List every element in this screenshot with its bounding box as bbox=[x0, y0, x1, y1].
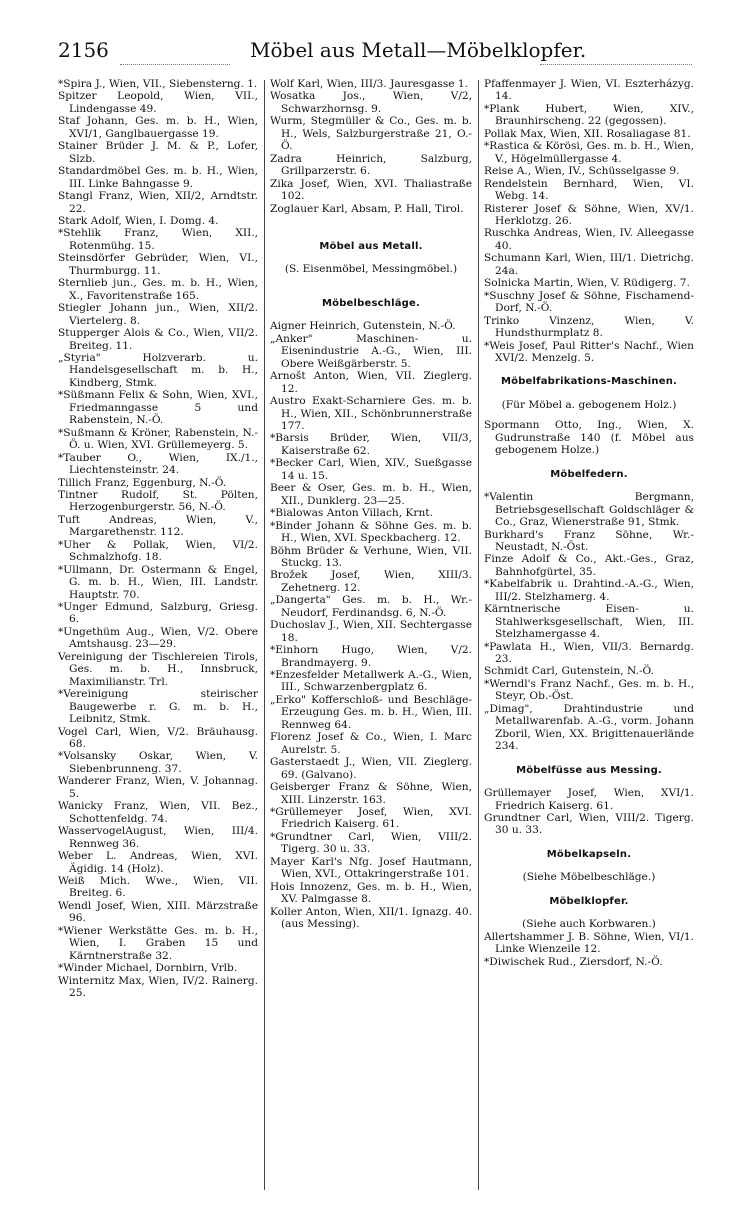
list-item: *Tauber O., Wien, IX./1., Liechtensteinstr. 24. bbox=[58, 451, 258, 477]
list-item: *Binder Johann & Söhne Ges. m. b. H., Wien, XVI. Speckbacherg. 12. bbox=[270, 519, 472, 545]
list-item: *Grundtner Carl, Wien, VIII/2. Tigerg. 30 u. 33. bbox=[270, 830, 472, 856]
list-item: Vogel Carl, Wien, V/2. Bräuhausg. 68. bbox=[58, 725, 258, 751]
list-item: Risterer Josef & Söhne, Wien, XV/1. Herklotzg. 26. bbox=[484, 202, 694, 227]
list-item: *Süßmann Felix & Sohn, Wien, XVI., Friedmanngasse 5 und Rabenstein, N.-Ö. bbox=[58, 389, 258, 427]
list-item: Solnicka Martin, Wien, V. Rüdigerg. 7. bbox=[484, 277, 690, 290]
list-item: *Grüllemeyer Josef, Wien, XVI. Friedrich Kaiserg. 61. bbox=[270, 806, 472, 831]
list-item: Austro Exakt-Scharniere Ges. m. b. H., Wien, XII., Schönbrunnerstraße 177. bbox=[270, 395, 472, 432]
page-number: 2156 bbox=[58, 38, 109, 62]
list-item: Zoglauer Karl, Absam, P. Hall, Tirol. bbox=[270, 202, 464, 215]
list-item: Schumann Karl, Wien, III/1. Dietrichg. 24a. bbox=[484, 252, 694, 277]
column-3 bbox=[484, 78, 694, 968]
section-heading-kapseln: Möbelkapseln. bbox=[546, 848, 632, 860]
section-note: (Für Möbel a. gebogenem Holz.) bbox=[501, 398, 677, 411]
list-item: Allertshammer J. B. Söhne, Wien, VI/1. Linke Wienzeile 12. bbox=[484, 930, 694, 956]
list-item: Hois Innozenz, Ges. m. b. H., Wien, XV. Palmgasse 8. bbox=[270, 880, 472, 906]
list-item: Zadra Heinrich, Salzburg, Grillparzerstr. 6. bbox=[270, 152, 472, 178]
list-item: Aigner Heinrich, Gutenstein, N.-Ö. bbox=[270, 320, 456, 333]
list-item: Tillich Franz, Eggenburg, N.-Ö. bbox=[58, 476, 227, 489]
column-2 bbox=[270, 78, 472, 931]
list-item: Wendl Josef, Wien, XIII. Märzstraße 96. bbox=[58, 899, 258, 925]
list-item: Grundtner Carl, Wien, VIII/2. Tigerg. 30 u. 33. bbox=[484, 812, 694, 837]
list-item: *Ungethüm Aug., Wien, V/2. Obere Amtshausg. 23—29. bbox=[58, 625, 258, 651]
section-heading-metall: Möbel aus Metall. bbox=[319, 240, 423, 252]
list-item: Wosatka Jos., Wien, V/2, Schwarzhornsg. 9. bbox=[270, 90, 472, 115]
section-note: (Siehe auch Korbwaren.) bbox=[522, 918, 656, 931]
column-divider-2 bbox=[478, 80, 479, 1190]
list-item: *Wiener Werkstätte Ges. m. b. H., Wien, I. Graben 15 und Kärntnerstraße 32. bbox=[58, 924, 258, 962]
list-item: Schmidt Carl, Gutenstein, N.-Ö. bbox=[484, 665, 654, 678]
list-item: Spormann Otto, Ing., Wien, X. Gudrunstraße 140 (f. Möbel aus gebogenem Holze.) bbox=[484, 419, 694, 457]
list-item: „Styria" Holzverarb. u. Handelsgesellschaft m. b. H., Kindberg, Stmk. bbox=[58, 351, 258, 389]
section-note: (S. Eisenmöbel, Messingmöbel.) bbox=[284, 263, 458, 276]
list-item: Wurm, Stegmüller & Co., Ges. m. b. H., Wels, Salzburgerstraße 21, O.-Ö. bbox=[270, 115, 472, 153]
list-item: *Werndl's Franz Nachf., Ges. m. b. H., Steyr, Ob.-Öst. bbox=[484, 677, 694, 703]
list-item: Böhm Brüder & Verhune, Wien, VII. Stuckg. 13. bbox=[270, 544, 472, 569]
list-item: *Sußmann & Kröner, Rabenstein, N.-Ö. u. Wien, XVI. Grüllemeyerg. 5. bbox=[58, 426, 258, 452]
list-item: Vereinigung der Tischlereien Tirols, Ges. m. b. H., Innsbruck, Maximilianstr. Trl. bbox=[58, 650, 258, 688]
list-item: *Kabelfabrik u. Drahtind.-A.-G., Wien, III/2. Stelzhamerg. 4. bbox=[484, 578, 694, 603]
list-item: Pfaffenmayer J. Wien, VI. Eszterházyg. 14. bbox=[484, 78, 694, 103]
list-item: Stiegler Johann jun., Wien, XII/2. Viertelerg. 8. bbox=[58, 302, 258, 327]
list-item: Tintner Rudolf, St. Pölten, Herzogenburgerstr. 56, N.-Ö. bbox=[58, 488, 258, 514]
list-item: *Spira J., Wien, VII., Siebensterng. 1. bbox=[58, 78, 258, 90]
list-item: Wanderer Franz, Wien, V. Johannag. 5. bbox=[58, 775, 258, 800]
list-item: *Winder Michael, Dornbirn, Vrlb. bbox=[58, 962, 238, 975]
list-item: Beer & Oser, Ges. m. b. H., Wien, XII., Dunklerg. 23—25. bbox=[270, 482, 472, 507]
list-item: Wanicky Franz, Wien, VII. Bez., Schottenfeldg. 74. bbox=[58, 800, 258, 825]
header-rule-left bbox=[120, 64, 230, 65]
list-item: Weiß Mich. Wwe., Wien, VII. Breiteg. 6. bbox=[58, 875, 258, 900]
list-item: *Plank Hubert, Wien, XIV., Braunhirscheng. 22 (gegossen). bbox=[484, 102, 694, 128]
list-item: Arnošt Anton, Wien, VII. Zieglerg. 12. bbox=[270, 370, 472, 395]
section-heading-klopfer: Möbelklopfer. bbox=[549, 895, 629, 907]
list-item: Florenz Josef & Co., Wien, I. Marc Aurelstr. 5. bbox=[270, 731, 472, 756]
list-item: Burkhard's Franz Söhne, Wr.-Neustadt, N.-Öst. bbox=[484, 528, 694, 553]
list-item: Tuft Andreas, Wien, V., Margarethenstr. 112. bbox=[58, 513, 258, 539]
section-heading-beschlaege: Möbelbeschläge. bbox=[321, 297, 421, 309]
list-item: *Pawlata H., Wien, VII/3. Bernardg. 23. bbox=[484, 640, 694, 666]
list-item: *Ullmann, Dr. Ostermann & Engel, G. m. b. H., Wien, III. Landstr. Hauptstr. 70. bbox=[58, 563, 258, 601]
section-heading-fabrikation: Möbelfabrikations-Maschinen. bbox=[500, 376, 678, 388]
section-note: (Siehe Möbelbeschläge.) bbox=[522, 871, 656, 884]
list-item: Trinko Vinzenz, Wien, V. Hundsthurmplatz 8. bbox=[484, 314, 694, 340]
list-item: Standardmöbel Ges. m. b. H., Wien, III. Linke Bahngasse 9. bbox=[58, 165, 258, 190]
list-item: Grüllemayer Josef, Wien, XVI/1. Friedrich Kaiserg. 61. bbox=[484, 787, 694, 812]
list-item: Duchoslav J., Wien, XII. Sechtergasse 18. bbox=[270, 619, 472, 644]
list-item: *Rastica & Körösi, Ges. m. b. H., Wien, V., Högelmüllergasse 4. bbox=[484, 140, 694, 165]
list-item: WasservogelAugust, Wien, III/4. Rennweg 36. bbox=[58, 825, 258, 850]
page-header bbox=[0, 36, 744, 70]
list-item: *Bialowas Anton Villach, Krnt. bbox=[270, 507, 433, 520]
list-item: Reise A., Wien, IV., Schüsselgasse 9. bbox=[484, 165, 680, 178]
list-item: Winternitz Max, Wien, IV/2. Rainerg. 25. bbox=[58, 974, 258, 1000]
list-item: *Volsansky Oskar, Wien, V. Siebenbrunneng. 37. bbox=[58, 750, 258, 775]
header-rule-right bbox=[540, 64, 692, 65]
list-item: Spitzer Leopold, Wien, VII., Lindengasse 49. bbox=[58, 90, 258, 115]
list-item: *Enzesfelder Metallwerk A.-G., Wien, III., Schwarzenbergplatz 6. bbox=[270, 669, 472, 694]
list-item: *Vereinigung steirischer Baugewerbe r. G. m. b. H., Leibnitz, Stmk. bbox=[58, 688, 258, 726]
list-item: *Einhorn Hugo, Wien, V/2. Brandmayerg. 9. bbox=[270, 644, 472, 669]
list-item: Stupperger Alois & Co., Wien, VII/2. Breiteg. 11. bbox=[58, 327, 258, 352]
column-1 bbox=[58, 78, 258, 1000]
list-item: Rendelstein Bernhard, Wien, VI. Webg. 14. bbox=[484, 177, 694, 203]
list-item: Stangl Franz, Wien, XII/2, Arndtstr. 22. bbox=[58, 190, 258, 215]
list-item: Stainer Brüder J. M. & P., Lofer, Slzb. bbox=[58, 140, 258, 165]
list-item: *Weis Josef, Paul Ritter's Nachf., Wien XVI/2. Menzelg. 5. bbox=[484, 339, 694, 364]
list-item: *Becker Carl, Wien, XIV., Sueßgasse 14 u. 15. bbox=[270, 457, 472, 482]
list-item: Geisberger Franz & Söhne, Wien, XIII. Linzerstr. 163. bbox=[270, 781, 472, 806]
list-item: „Dimag", Drahtindustrie und Metallwarenfab. A.-G., vorm. Johann Zboril, Wien, XX. Brigittenauerlände 234. bbox=[484, 702, 694, 753]
column-divider-1 bbox=[264, 80, 265, 1190]
section-heading-federn: Möbelfedern. bbox=[550, 468, 628, 480]
list-item: *Suschny Josef & Söhne, Fischamend-Dorf, N.-Ö. bbox=[484, 289, 694, 315]
list-item: Zika Josef, Wien, XVI. Thaliastraße 102. bbox=[270, 177, 472, 203]
list-item: Stark Adolf, Wien, I. Domg. 4. bbox=[58, 214, 219, 227]
section-heading-fuesse: Möbelfüsse aus Messing. bbox=[516, 764, 662, 776]
list-item: Finze Adolf & Co., Akt.-Ges., Graz, Bahnhofgürtel, 35. bbox=[484, 553, 694, 578]
list-item: *Uher & Pollak, Wien, VI/2. Schmalzhofg. 18. bbox=[58, 538, 258, 564]
list-item: *Valentin Bergmann, Betriebsgesellschaft Goldschläger & Co., Graz, Wienerstraße 91, Stmk. bbox=[484, 491, 694, 529]
list-item: Weber L. Andreas, Wien, XVI. Ägidig. 14 (Holz). bbox=[58, 850, 258, 875]
running-title: Möbel aus Metall—Möbelklopfer. bbox=[250, 38, 587, 62]
list-item: *Stehlik Franz, Wien, XII., Rotenmühg. 15. bbox=[58, 227, 258, 252]
list-item: Wolf Karl, Wien, III/3. Jauresgasse 1. bbox=[270, 78, 469, 90]
list-item: „Dangerta" Ges. m. b. H., Wr.-Neudorf, Ferdinandsg. 6, N.-Ö. bbox=[270, 594, 472, 619]
list-item: *Barsis Brüder, Wien, VII/3, Kaiserstraße 62. bbox=[270, 432, 472, 457]
list-item: Kärntnerische Eisen- u. Stahlwerksgesellschaft, Wien, III. Stelzhamergasse 4. bbox=[484, 603, 694, 641]
list-item: Ruschka Andreas, Wien, IV. Alleegasse 40. bbox=[484, 227, 694, 252]
list-item: Sternlieb jun., Ges. m. b. H., Wien, X., Favoritenstraße 165. bbox=[58, 277, 258, 302]
list-item: „Erko" Kofferschloß- und Beschläge-Erzeugung Ges. m. b. H., Wien, III. Rennweg 64. bbox=[270, 693, 472, 731]
list-item: „Anker" Maschinen- u. Eisenindustrie A.-G., Wien, III. Obere Weißgärberstr. 5. bbox=[270, 332, 472, 370]
list-item: Gasterstaedt J., Wien, VII. Zieglerg. 69. (Galvano). bbox=[270, 756, 472, 781]
list-item: Steinsdörfer Gebrüder, Wien, VI., Thurmburgg. 11. bbox=[58, 252, 258, 277]
list-item: Pollak Max, Wien, XII. Rosaliagase 81. bbox=[484, 127, 691, 140]
list-item: Koller Anton, Wien, XII/1. Ignazg. 40. (aus Messing). bbox=[270, 905, 472, 931]
list-item: Brožek Josef, Wien, XIII/3. Zehetnerg. 12. bbox=[270, 569, 472, 594]
list-item: Staf Johann, Ges. m. b. H., Wien, XVI/1, Ganglbauergasse 19. bbox=[58, 115, 258, 140]
list-item: Mayer Karl's Nfg. Josef Hautmann, Wien, XVI., Ottakringerstraße 101. bbox=[270, 855, 472, 881]
list-item: *Diwischek Rud., Ziersdorf, N.-Ö. bbox=[484, 955, 663, 968]
list-item: *Unger Edmund, Salzburg, Griesg. 6. bbox=[58, 601, 258, 626]
